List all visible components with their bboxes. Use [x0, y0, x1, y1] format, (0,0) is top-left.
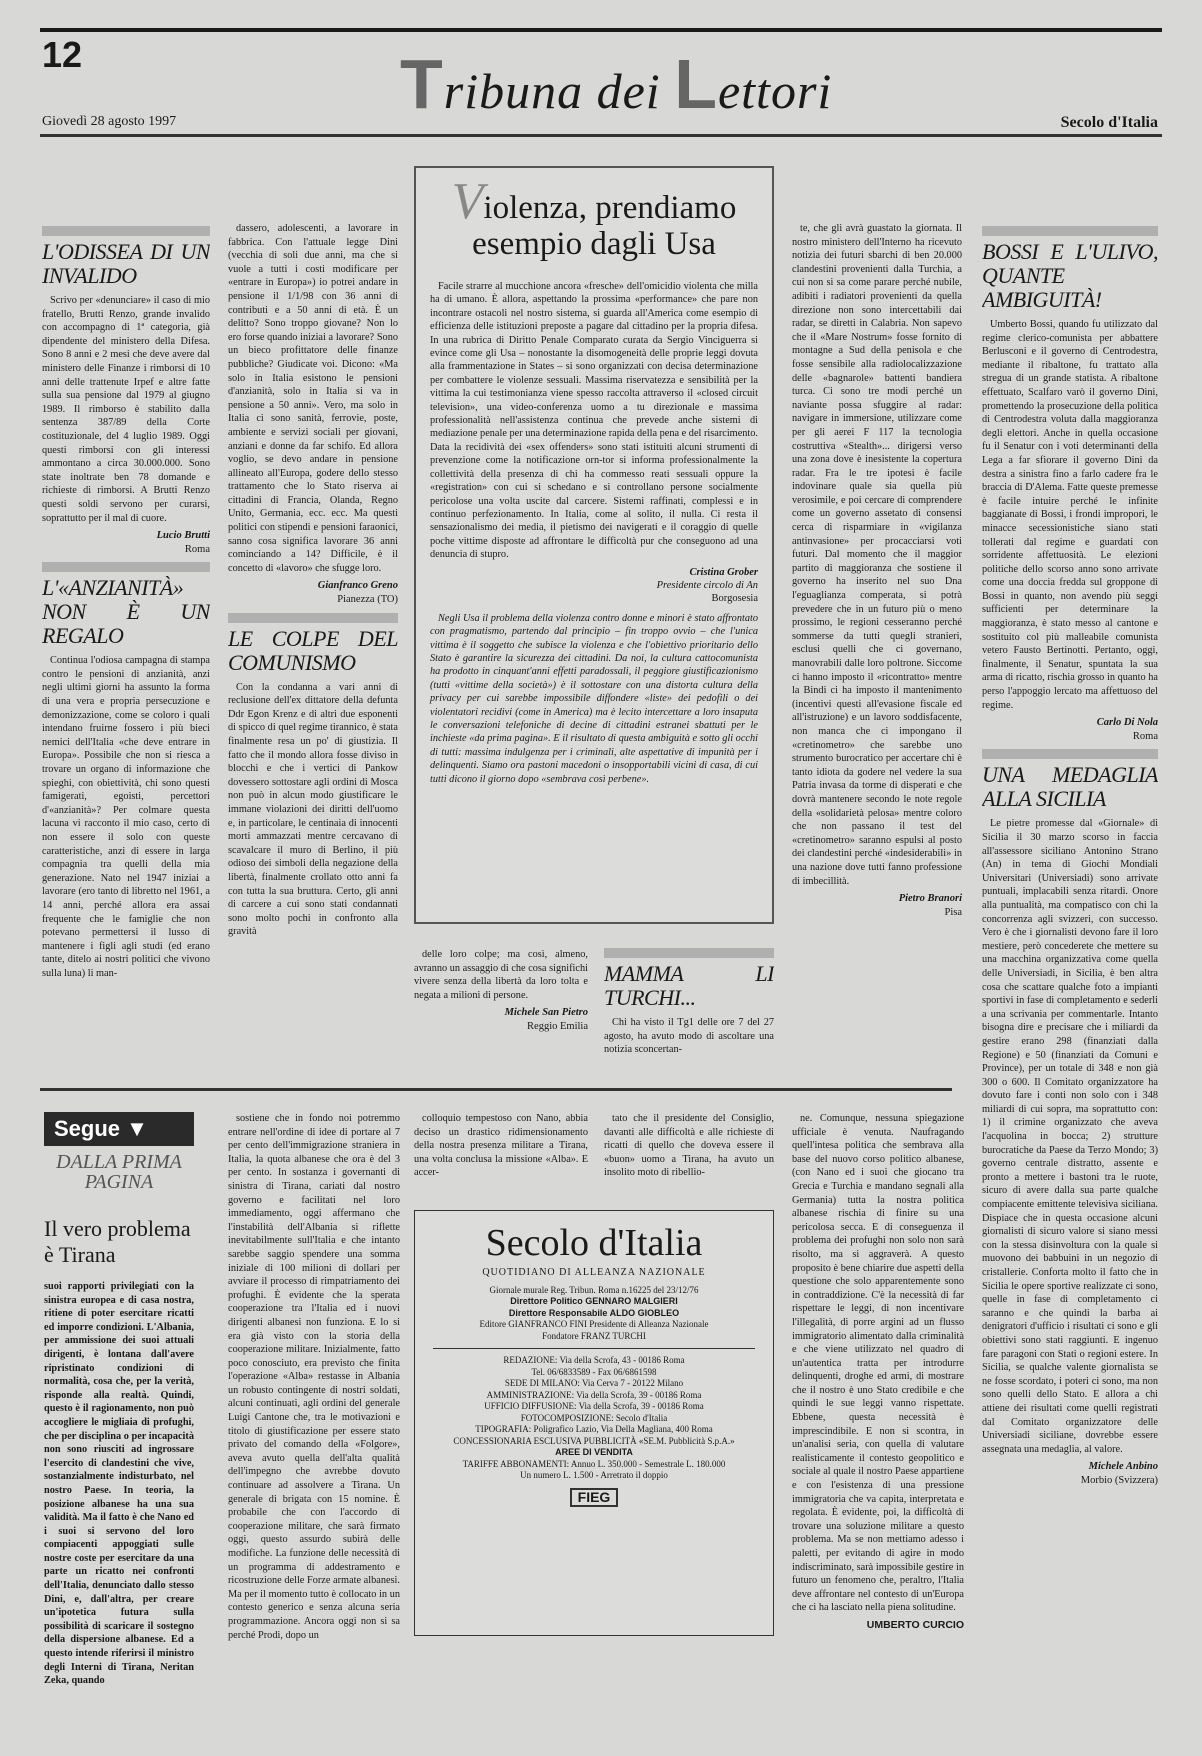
colophon-line: AREE DI VENDITA — [555, 1447, 633, 1457]
segue-subtitle: DALLA PRIMA PAGINA — [56, 1151, 182, 1193]
letter-colpe-body: Con la condanna a vari anni di reclusione dell'ex dittatore della defunta Ddr Egon Krenz e di altri due esponenti di spicco di quel regime tirannico, è stata finalmente resa un po' di giustizia. Il fatto che il mondo allora fosse diviso in blocchi e che i vertici di Pankow dovessero sottostare agli ordini di Mosca non può in alcun modo giustificare le immane violazioni dei diritti dell'uomo e, in particolare, le centinaia di innocenti morti ammazzati mentre cercavano di scavalcare il muro di Berlino, il più odioso dei simboli della negazione della libertà, finalmente crollato otto anni fa con tutta la sua bruttura. Certo, gli anni di carcere a cui sono stati condannati sono molto pochi in confronto alla gravità — [228, 681, 398, 938]
letter-signature: Carlo Di Nola — [1096, 717, 1158, 729]
colophon-logo: Secolo d'Italia — [485, 1222, 703, 1264]
article-body: suoi rapporti privilegiati con la sinistra europea e di casa nostra, ritiene di poter esercitare ricatti ed imporre condizioni. L'Albania, per ammissione dei suoi attuali dirigenti, è lontana dall'avere ripristinato condizioni di normalità, cosa che, per la verità, risponde alla realtà. Quindi, questo è il ragionamento, non può accogliere le migliaia di profughi, che per disciplina o per incapacità non sono riusciti ad ingrossare l'esercito di clandestini che vive, sostanzialmente indisturbato, nel nostro Paese. In teoria, la posizione albanese ha una sua validità. Ma il fatto è che Nano ed i suoi si servono del loro compiacenti appoggiati sulle nostre coste per esercitare da una parte un ricatto nei confronti dell'Italia, denunciato dallo stesso Dini, e, dall'altra, per creare un'ipotetica futura sulla possibilità di scaricare il sostegno della dispersione albanese. Ed a questo intende riferirsi il ministro degli Interni di Tirana, Neritan Zeka, quando — [44, 1281, 194, 1687]
letter-signature: Lucio Brutti — [156, 530, 210, 542]
colophon-line: CONCESSIONARIA ESCLUSIVA PUBBLICITÀ «SE.M. Pubblicità S.p.A.» — [453, 1435, 735, 1446]
colophon — [414, 1210, 774, 1636]
feature-signature: Cristina Grober — [689, 566, 758, 578]
letter-mamma-body: Chi ha visto il Tg1 delle ore 7 del 27 agosto, ha avuto modo di ascoltare una notizia sconcertan- — [604, 1017, 774, 1056]
colophon-sub: QUOTIDIANO DI ALLEANZA NAZIONALE — [482, 1267, 706, 1278]
colophon-line: FOTOCOMPOSIZIONE: Secolo d'Italia — [520, 1412, 668, 1423]
feature-headline — [430, 173, 758, 262]
feature-body — [430, 280, 758, 786]
colophon-ed: Editore GIANFRANCO FINI Presidente di Alleanza Nazionale — [479, 1319, 709, 1329]
headline-anzianita: L'«ANZIANITÀ» NON È UN REGALO — [42, 562, 210, 648]
column-2 — [228, 222, 398, 1056]
headline-bossi: BOSSI E L'ULIVO, QUANTE AMBIGUITÀ! — [982, 226, 1158, 312]
article-column-1 — [44, 1280, 194, 1750]
letter-signature: Michele Anbino — [1088, 1461, 1158, 1473]
feature-box — [414, 166, 774, 924]
section-title — [400, 44, 832, 124]
top-rule — [40, 28, 1162, 32]
colophon-line: TARIFFE ABBONAMENTI: Annuo L. 350.000 - Semestrale L. 180.000 — [462, 1458, 726, 1469]
article-body: sostiene che in fondo noi potremmo entrare nell'ordine di idee di portare al 7 per cento dell'immigrazione straniera in Italia, la quota albanese che ora è del 3 per cento. In sostanza i governanti di sinistra di Tirana, cariati dal nostro governo e facilitati nel loro immediamento, oggi affermano che l'instabilità dell'Albania si riflette inevitabilmente sull'Italia e che intanto sarebbe saggio spendere una somma iniziale di 100 milioni di dollari per avviare il processo di rimpatriamento dei profughi. È evidente che la sperata cooperazione tra l'Italia ed i nuovi dirigenti albanesi non funziona. E lo si era già visto con la storia della cooperazione militare. Inizialmente, fatto poco conosciuto, era previsto che finita l'operazione «Alba» restasse in Albania un robusto contingente di nostri soldati, alcuni continuati, agli ordini del generale Luigi Cantone che, tra le motivazioni e titolo di giustificazione per essere stato privato del comando della «Folgore», aveva avuto quella dell'alta qualità dell'impegno che avrebbe dovuto continuare ad assolvere a Tirana. Un generale di brigata con 15 nomine. È probabile che con l'accordo di cooperazione militare, che sarà firmato oggi, questo assurdo subirà delle modifiche. La funzione delle necessità di un programma di addestramento e ricostruzione delle Forze armate albanesi. Ma per il momento tutto è collocato in un contesto generico e senza alcuna seria programmazione. Ancora oggi non si sa perché Prodi, dopo un — [228, 1113, 400, 1641]
feature-initial: V — [451, 173, 484, 230]
article-body: tato che il presidente del Consiglio, davanti alle difficoltà e alle richieste di ricatti di quello che doveva essere il «buon» uomo a Tirana, ha avuto un insolito moto di ribellio- — [604, 1113, 774, 1179]
letter-place: Reggio Emilia — [527, 1020, 588, 1032]
headline-odissea: L'ODISSEA DI UN INVALIDO — [42, 226, 210, 288]
feature-reply: Negli Usa il problema della violenza contro donne e minori è stato affrontato con pragmatismo, partendo dal principio – fin troppo ovvio – che l'unica vittima è il soggetto che subisce la violenza e che l'obiettivo prioritario dello Stato è garantire la sicurezza dei cittadini. Da noi, la cultura cattocomunista ha prodotto in cinquant'anni effetti paradossali, il peggiore giustificazionismo (tutti «vittime della società») è il sottostare con una distorta cultura della privacy per cui sarebbe impossibile diffondere «liste» dei pedofili o dei violentatori recidivi (come in America) ma è lecito intercettare a loro insaputa le conversazioni telefoniche di decine di cittadini estranei sbattuti per le inchieste «da prima pagina». E il risultato di questa ambiguità e sotto gli occhi di tutti: massima indulgenza per i criminali, alte aspettative di impunità per i delinquenti. Siamo ora pastoni macedoni o insopportabili vicini di casa, di cui tutti dicono il giorno dopo «sembrava così perbene». — [430, 612, 758, 785]
article-column-2 — [228, 1112, 400, 1732]
headline-medaglia: UNA MEDAGLIA ALLA SICILIA — [982, 749, 1158, 811]
feature-place: Borgosesia — [711, 593, 758, 605]
letter-colpe-end: delle loro colpe; ma così, almeno, avranno un assaggio di che cosa significhi vivere senza della libertà da loro tolta e negata a milioni di persone. — [414, 949, 588, 1001]
article-title: Il vero problema è Tirana — [44, 1216, 191, 1267]
colophon-dir2: Direttore Responsabile ALDO GIOBLEO — [508, 1307, 680, 1318]
article-column-3 — [414, 1112, 588, 1202]
colophon-line: Tel. 06/6833589 - Fax 06/6861598 — [531, 1366, 657, 1377]
title-initial-t: T — [400, 45, 444, 123]
article-body: colloquio tempestoso con Nano, abbia deciso un drastico ridimensionamento della nostra presenza militare a Tirana, una volta conclusa la missione «Alba». E accer- — [414, 1113, 588, 1179]
continued-article — [44, 1112, 194, 1750]
letter-continuation: dassero, adolescenti, a lavorare in fabbrica. Con l'attuale legge Dini (vecchia di soli due anni, ma che si vuole a tutti i costi modificare per «entrare in Europa») io potrei andare in pensione il 1/1/98 con 36 anni di contributi e a 50 anni di età. È un delitto? Sono troppo giovane? Non lo ero forse quando iniziai a lavorare? Sono un bieco profittatore delle finanze pubbliche? Giudicate voi. Dicono: «Ma solo in Italia esistono le pensioni d'anzianità, solo in Italia si va in pensione a 50 anni». Vero, ma solo in Italia ci sono sanità, ferrovie, poste, ambiente e servizi sociali per giovani, anziani e donne da far schifo. Ed allora voglio, se devo andare in pensione allineato all'Europa, godere dello stesso trattamento che lo Stato riserva ai cittadini di Francia, Olanda, Regno Unito, Germania, ecc. ecc. Ma questi politici con stipendi e pensioni faraonici, sanno cosa significa lavorare 36 anni cominciando a 14? Difficile, è il concetto di «lavoro» che sfugge loro. — [228, 223, 398, 574]
headline-colpe: LE COLPE DEL COMUNISMO — [228, 613, 398, 675]
letter-anzianita-body: Continua l'odiosa campagna di stampa contro le pensioni di anzianità, anzi negli ultimi giorni ha assunto la forma di una vera e propria persecuzione e demonizzazione, come se coloro i quali intendano fruirne fossero i più bieci nemici dell'Italia «che deve entrare in Europa». Possibile che non si riesca a trovare un organo di informazione che spieghi, con obiettività, chi sono questi famigerati, egoisti, percettori d'«anzianità»? Per colmare questa lacuna vi racconto il mio caso, certo di non essere il solo con queste caratteristiche, anzi di essere in larga compagnia tra quelli della mia generazione. Nato nel 1947 iniziai a lavorare (ero tanto di libretto nel 1961, a 14 anni, perché allora era assai frequente che le famiglie che non potevano permettersi il lusso di mantenere i figli agli studi (ed erano tante, ditelo ai nostri politici che vivono sulla luna) li man- — [42, 655, 210, 979]
letter-place: Roma — [184, 543, 210, 555]
colophon-rule — [433, 1348, 755, 1349]
column-3-bottom — [414, 948, 588, 1058]
letter-place: Pisa — [944, 906, 962, 918]
letter-signature: Pietro Branori — [898, 893, 962, 905]
feature-headline-text: iolenza, prendiamo esempio dagli Usa — [472, 190, 737, 262]
article-author: UMBERTO CURCIO — [866, 1618, 964, 1631]
letter-place: Pianezza (TO) — [337, 594, 398, 606]
article-column-4 — [604, 1112, 774, 1202]
letter-medaglia-body: Le pietre promesse dal «Giornale» di Sicilia il 30 marzo scorso in faccia all'assessore siciliano Antonino Strano (An) in tema di Giochi Mondiali Universitari (Universiadi) sono arrivate puntuali, implacabili senza ritardi. Onore alla puntualità, ma compatisco con chi la concorrenza agli svizzeri, con successo. Vero è che i giornalisti devono fare il loro mestiere, però concederete che mettere su una macchina organizzativa come quella delle Universiadi, in Sicilia, è ben altra cosa che scattare qualche foto a impianti sportivi in fase di completamento e sederli a una scrivania per commentarle. Intanto bisogna dire e precisare che i miliardi da gestire erano 298 (finanziati dalla Regione) e 50 (finanziati da Comuni e Province), per un totale di 348 e non già 300 o 600. Il Comitato organizzatore ha dovuto fare i conti non solo con i 348 miliardi di cui sopra, ma soprattutto con: 1) il crimine organizzato che aveva l'acquolina in bocca; 2) strutture burocratiche da Paese da Terzo Mondo; 3) governo centrale distratto, assente e pronto a mettere i bastoni tra le ruote, sicuro di avere dalla sua parte qualche compiacente emittente televisiva siciliana. Dispiace che in questa occasione alcuni giornalisti di sicuro valore si siano messi con la stessa disinvoltura con la quale si muovono dei babbuini in un negozio di cristallerie. Conforta molto il fatto che in Sicilia le opere sportive realizzate ci sono, quelle in fase di completamento ci saranno e che quindi la barba ai denigratori d'ufficio i risultati ci sono e gli obiettivi sono stati raggiunti. E ingenuo fare paragoni con Stati o regioni estere. In Sicilia, se qualche valente giornalista se ne fosse scordato, i poteri ci sono, ma non sono quelli dello Stato. E allora a chi attiene dei risultati come quelli registrati dal Comitato organizzatore delle Universiadi siciliane, dovrebbe essere assegnata una medaglia, al valore. — [982, 818, 1158, 1455]
column-5 — [792, 222, 962, 1058]
colophon-line: REDAZIONE: Via della Scrofa, 43 - 00186 Roma — [503, 1355, 685, 1365]
letter-signature: Gianfranco Greno — [317, 580, 398, 592]
letter-place: Morbio (Svizzera) — [1080, 1474, 1158, 1486]
colophon-reg: Giornale murale Reg. Tribun. Roma n.16225 del 23/12/76 — [489, 1284, 699, 1295]
letter-signature: Michele San Pietro — [504, 1007, 588, 1019]
letter-odissea-body: Scrivo per «denunciare» il caso di mio fratello, Brutti Renzo, grande invalido con accompagno di 1ª categoria, già dipendente del ministero della Difesa. Sono 8 anni e 2 mesi che deve avere dal ministero delle Finanze i rimborsi di 10 anni delle trattenute Irpef e altre fatte sulla sua pensione dal 1979 al giugno 1989. Il rimborso è stabilito dalla sentenza 387/89 della Corte costituzionale, del 4 luglio 1989. Oggi questi rimborsi con gli interessi ammontano a circa 30.000.000. Sono state inoltrate ben 78 domande e richieste di rimborsi. A Brutti Renzo questi soldi servono per curarsi, soprattutto per il mal di cuore. — [42, 295, 210, 524]
segue-badge: Segue ▼ — [44, 1112, 194, 1146]
article-body: ne. Comunque, nessuna spiegazione ufficiale è venuta. Naufragando quell'intesa politica che sembrava alla base del nuovo corso politico albanese, (con Nano ed i suoi che giocano tra Grecia e Turchia e mandano segnali alla Germania) tutta la nostra politica albanese rischia di finire su una pericolosa secca. E di conseguenza il problema dei profughi non solo non sarà risolto, ma si aggraverà. A questo proposito è bene chiarire due aspetti della questione che solo apparentemente sono in contraddizione. C'è la necessità di far rispettare le leggi, di non incentivare l'illegalità, di porre argini ad un flusso immigratorio alimentato dalla criminalità e che viene utilizzato nel quadro di un'autentica tratta per introdurre delinquenti, droghe ed armi, di mostrare che il nostro è uno Stato credibile e che quindi le sue leggi vanno rispettate. Ebbene, questa necessità è imprescindibile. E non si scontra, in un'analisi seria, con quella di valutare realisticamente il contesto geopolitico e sociale al quale il nostro Paese appartiene e con l'esistenza di una pressione immigratoria che va capita, interpretata e regolata. È evidente, poi, la difficoltà di trovare una soluzione militare a questo problema. Ma se non mettiamo adesso i paletti, per evitando di agire in modo indiscriminato, sarà impossibile gestire in futuro un fenomeno che, peraltro, l'Italia deve affrontare nel contesto di un'Europa che ci ha lasciato nella piena solitudine. — [792, 1113, 964, 1614]
column-4-bottom — [604, 948, 774, 1058]
newspaper-brand: Secolo d'Italia — [1060, 114, 1158, 131]
letter-bossi-body: Umberto Bossi, quando fu utilizzato dal regime clerico-comunista per abbattere Berlusconi e il governo di Centrodestra, mediante il ribaltone, fu trattato alla stregua di un grande statista. A ribaltone effettuato, Scalfaro varò il governo Dini, promettendo la prosecuzione della politica di Centrodestra voluta dalla maggioranza degli elettori. Anche in quella occasione fu il Senatur con i voti determinanti della Lega a far sfiorare il governo Dini da destra a sinistra fino a farlo cadere fra le braccia di D'Alema. Fatte queste premesse è facile intuire perché le infinite baggianate di Bossi, i frondi impropori, le minacce secessionistiche siano stati tollerati dal regime e guardati con sorridente affettuosità. Le elezioni politiche dello scorso anno sono arrivate come una doccia fredda sul groppone di Bossi in quanto, non avendo più seggi sufficienti per determinare la maggioranza, è stato messo al cantone e sostituito col più malleabile comunista vetero Fausto Bertinotti. Pertanto, oggi, finalmente, il Senatur, spuntata la sua arma di ricatto, rischia grosso in quanto ha perso l'appoggio lercato ma affettuoso del regime. — [982, 319, 1158, 711]
colophon-line: Un numero L. 1.500 - Arretrato il doppio — [520, 1470, 668, 1480]
column-6 — [982, 226, 1158, 1756]
title-text-1: ribuna dei — [443, 63, 675, 119]
issue-date: Giovedì 28 agosto 1997 — [42, 114, 177, 129]
page-number: 12 — [42, 34, 83, 75]
title-initial-l: L — [674, 45, 718, 123]
headline-mamma: MAMMA LI TURCHI... — [604, 948, 774, 1010]
feature-role: Presidente circolo di An — [656, 579, 758, 591]
header-rule — [40, 134, 1162, 137]
article-column-5 — [792, 1112, 964, 1732]
letter-place: Roma — [1132, 730, 1158, 742]
fieg-logo: FIEG — [570, 1488, 619, 1508]
colophon-dir1: Direttore Politico GENNARO MALGIERI — [510, 1296, 678, 1306]
letter-mamma-continuation: te, che gli avrà guastato la giornata. Il nostro ministero dell'Interno ha ricevuto notizia dei futuri sbarchi di ben 20.000 clandestini provenienti dalla Turchia, a cui non si sa come parare perché nubile, adibiti i radiatori provenienti da quella direzione non sono intercettabili dai radar, se diretti in Calabria. Non sapevo che il «Mare Nostrum» fosse fornito di montagne a Sud della penisola e che fosse sensibile alla radiolocalizzazione delle «bagnarole» battenti bandiera turca. Ci sono tre modi perché un naviante possa sfuggire al radar: navigare in immersione, utilizzare come per gli aerei F 117 la tecnologia costruttiva «Stealth»... dirigersi verso una zona dove è inesistente la copertura radar. Fra le tre ipotesi è facile indovinare quale sia quella più verosimile, e poi cercare di comprendere come un governo assetato di consensi cerca di risparmiare in «vigilanza antinvasione» per procacciarsi voti futuri. Dal momento che il maggior partito di maggioranza che sostiene il governo ha inserito nel suo Dna l'eguaglianza comperata, si potrà prevedere che in un futuro più o meno prossimo, le regioni cesseranno perché sommerse da tutti quegli stranieri, esclusi quelli che ci governano, manovrabili dalle loro poltrone. Siccome ci hanno imposto il «ricontratto» mentre la Bindi ci ha imposto il mantenimento (incentivi questi all'evasione fiscale ed all'istruzione) e un lavoro soddisfacente, non manca che ci impongano il «cretinometro» che sarebbe uno strumento burocratico per accertare chi è tanto idiota da godere nel vedere la sua Patria invasa da torme di disperati e che dovrà mantenere secondo le note regole della «solidarietà pelosa» mentre coloro che non passano il test del «cretinometro» saranno espulsi al posto dei clandestini perché «indesiderabili» in una nazione dove tutti fanno professione di imbecillità. — [792, 223, 962, 887]
colophon-fond: Fondatore FRANZ TURCHI — [542, 1330, 646, 1341]
section-divider — [40, 1088, 952, 1091]
feature-letter: Facile strarre al mucchione ancora «fresche» dell'omicidio violenta che milla ha di umano. È allora, aspettando la prossima «performance» che pare non incontrare ostacoli nel nostro sistema, si guarda all'America come esempio di efficienza delle istituzioni preposte a pagare dal cittadino per la propria difesa. In una rubrica di Diritto Penale Comparato curata da Sergio Vinciguerra si evince come gli Usa – nonostante la disomogeneità delle proprie leggi dovuta alla frammentazione in States – si sono organizzati con decisa determinazione per combattere le violenze sessuali. Massima riservatezza e sensibilità per la vittima la cui testimonianza viene spesso raccolta attraverso il «closed circuit television», una video-conferenza uomo a tu direzionale e massima professionalità nell'assistenza continua che prevede anche sistemi di mediazione penale per una determinazione rapida della pena e del risarcimento. Data la recidività dei «sex offenders» sono stati istituiti alcuni strumenti di prevenzione come la notificazione orn-tor si informa professionalmente la collettività della presenza di chi ha commesso reati sessuali oppure la «registration» con cui si schedano e si controllano persone socialmente pericolose una volta uscite dal carcere. Sistemi raffinati, complessi e in continuo perfezionamento. In Italia, come al solito, il nulla. Ci resta il sensazionalismo dei media, il pietismo dei navigerati e il coraggio di quelle poche vittime disposte ad affrontare le difficoltà pur che conseguono ad una denuncia di stupro. — [430, 281, 758, 561]
colophon-line: UFFICIO DIFFUSIONE: Via della Scrofa, 39 - 00186 Roma — [484, 1401, 704, 1411]
title-text-2: ettori — [717, 63, 833, 119]
colophon-line: AMMINISTRAZIONE: Via della Scrofa, 39 - 00186 Roma — [486, 1389, 702, 1400]
colophon-line: TIPOGRAFIA: Poligrafico Lazio, Via Della Magliana, 400 Roma — [475, 1424, 713, 1434]
colophon-line: SEDE DI MILANO: Via Cerva 7 - 20122 Milano — [504, 1378, 684, 1388]
column-1 — [42, 226, 210, 1056]
